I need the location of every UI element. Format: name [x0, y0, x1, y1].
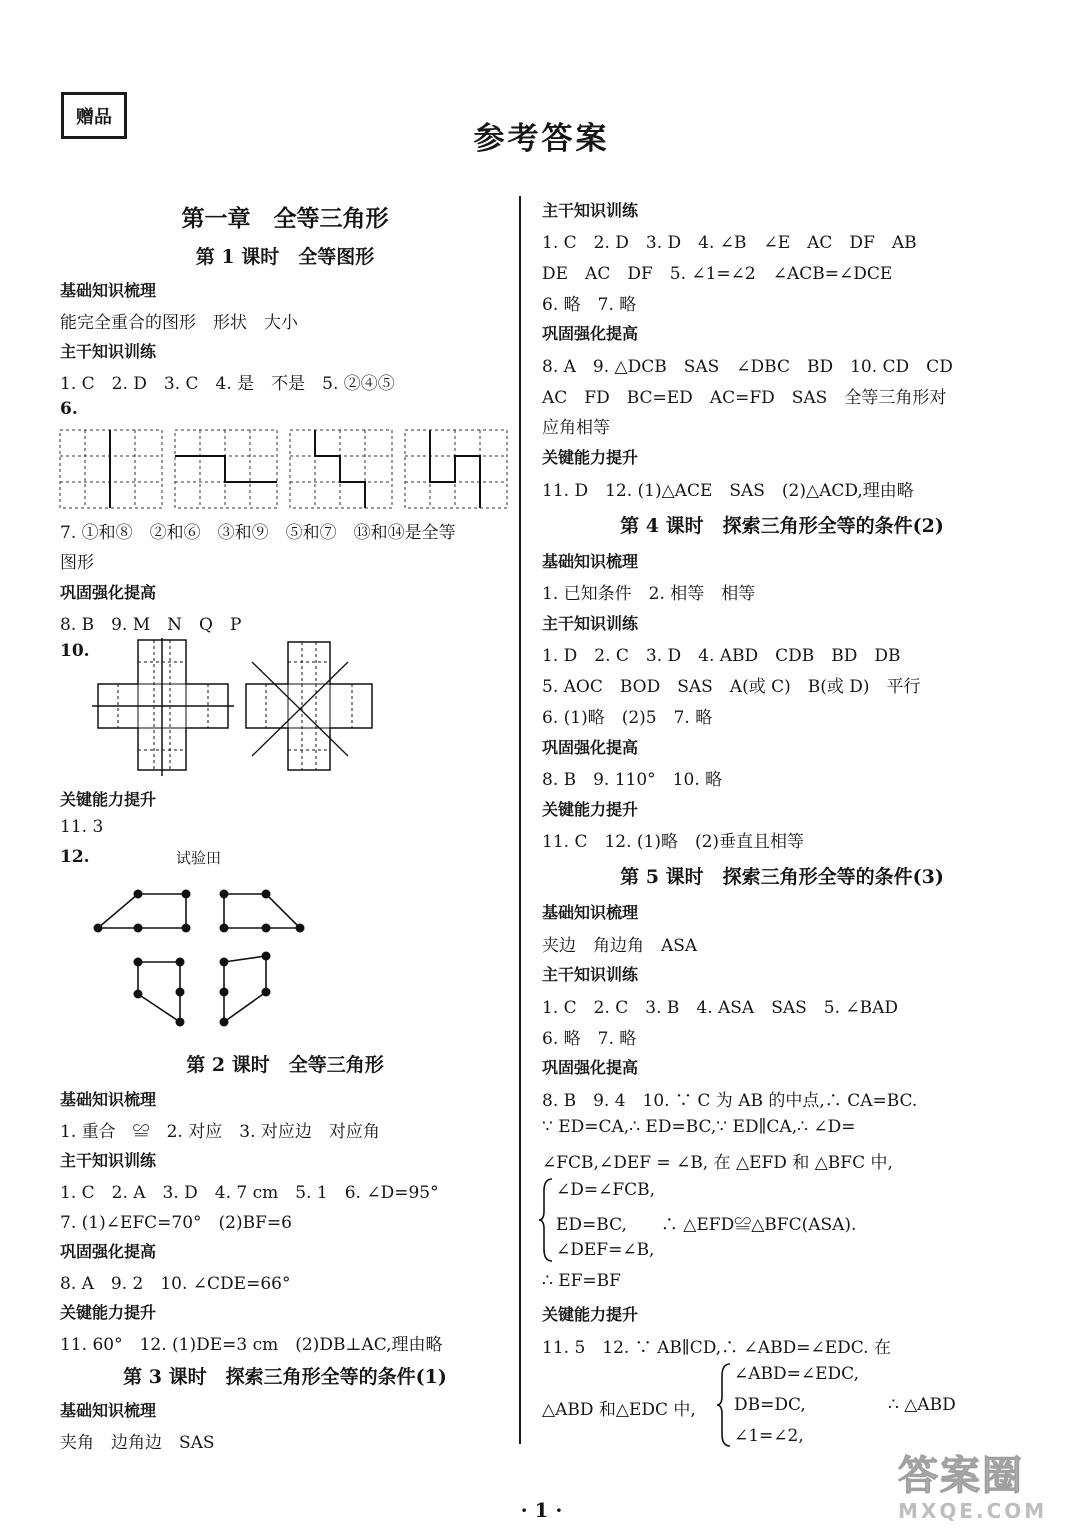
answer-line: 8. B 9. 110° 10. 略: [542, 770, 723, 790]
lesson-1-title: 第 1 课时 全等图形: [195, 246, 375, 268]
section-basic: 基础知识梳理: [542, 552, 639, 571]
equation-brace: [716, 1362, 732, 1448]
answer-line: 1. C 2. A 3. D 4. 7 cm 5. 1 6. ∠D=95°: [60, 1183, 439, 1203]
watermark-logo: [898, 1444, 1068, 1524]
answer-line: 5. AOC BOD SAS A(或 C) B(或 D) 平行: [542, 677, 921, 697]
equation-line: ∠1=∠2,: [734, 1426, 804, 1446]
section-main: 主干知识训练: [60, 1151, 157, 1170]
answer-line: 能完全重合的图形 形状 大小: [60, 313, 298, 333]
q10-cross-figures: [92, 638, 382, 778]
answer-line: ∵ ED=CA,∴ ED=BC,∵ ED∥CA,∴ ∠D=: [542, 1117, 856, 1137]
watermark-url: MXQE.COM: [898, 1499, 1048, 1523]
lesson-4-title: 第 4 课时 探索三角形全等的条件(2): [620, 515, 944, 537]
answer-line: 11. C 12. (1)略 (2)垂直且相等: [542, 832, 805, 852]
answer-line: 1. C 2. C 3. B 4. ASA SAS 5. ∠BAD: [542, 998, 899, 1018]
section-basic: 基础知识梳理: [60, 1090, 157, 1109]
answer-line: 8. A 9. △DCB SAS ∠DBC BD 10. CD CD: [542, 357, 953, 377]
question-number: 6.: [60, 399, 78, 419]
shape-1-dots: [94, 890, 191, 933]
equation-line: ED=BC, ∴ △EFD≌△BFC(ASA).: [556, 1215, 857, 1235]
answer-line: 1. C 2. D 3. C 4. 是 不是 5. ②④⑤: [60, 374, 395, 394]
section-consolidate: 巩固强化提高: [60, 583, 157, 602]
answer-line: 1. 重合 ≌ 2. 对应 3. 对应边 对应角: [60, 1122, 380, 1142]
answer-line: 11. D 12. (1)△ACE SAS (2)△ACD,理由略: [542, 481, 914, 501]
section-key: 关键能力提升: [542, 1305, 639, 1324]
answer-line: ∠FCB,∠DEF = ∠B, 在 △EFD 和 △BFC 中,: [542, 1153, 893, 1173]
shape-2-dots: [220, 890, 305, 933]
question-number: 12.: [60, 847, 90, 867]
cross-1: [92, 638, 234, 776]
grid-3: [290, 430, 392, 508]
answer-line: ∴ △ABD: [888, 1395, 956, 1415]
section-key: 关键能力提升: [542, 800, 639, 819]
section-consolidate: 巩固强化提高: [542, 324, 639, 343]
answer-line: ∴ EF=BF: [542, 1271, 621, 1291]
q12-field-figures: [90, 882, 320, 1030]
answer-line: 1. C 2. D 3. D 4. ∠B ∠E AC DF AB: [542, 233, 917, 253]
answer-line: 图形: [60, 553, 94, 573]
page-title: 参考答案: [473, 121, 610, 157]
answer-line: 8. B 9. M N Q P: [60, 615, 242, 635]
answer-line: DE AC DF 5. ∠1=∠2 ∠ACB=∠DCE: [542, 264, 893, 284]
answer-line: 6. 略 7. 略: [542, 1029, 637, 1049]
answer-line: 8. A 9. 2 10. ∠CDE=66°: [60, 1274, 291, 1294]
section-consolidate: 巩固强化提高: [542, 738, 639, 757]
equation-line: ∠D=∠FCB,: [556, 1180, 656, 1200]
equation-line: ∠ABD=∠EDC,: [734, 1364, 859, 1384]
shape-3: [138, 962, 180, 1022]
lesson-5-title: 第 5 课时 探索三角形全等的条件(3): [620, 866, 944, 888]
question-number: 10.: [60, 641, 90, 661]
section-key: 关键能力提升: [542, 448, 639, 467]
answer-line: 6. (1)略 (2)5 7. 略: [542, 708, 713, 728]
shape-4-dots: [220, 952, 271, 1027]
section-consolidate: 巩固强化提高: [60, 1242, 157, 1261]
section-main: 主干知识训练: [542, 614, 639, 633]
gift-badge: 赠品: [61, 92, 127, 139]
lesson-3-title: 第 3 课时 探索三角形全等的条件(1): [123, 1366, 447, 1388]
section-basic: 基础知识梳理: [60, 281, 157, 300]
section-key: 关键能力提升: [60, 1303, 157, 1322]
section-key: 关键能力提升: [60, 790, 157, 809]
watermark-text: 答案圈: [898, 1453, 1024, 1499]
section-main: 主干知识训练: [60, 342, 157, 361]
answer-line: 1. D 2. C 3. D 4. ABD CDB BD DB: [542, 646, 901, 666]
answer-line: 11. 3: [60, 817, 104, 837]
figure-label: 试验田: [176, 849, 222, 867]
lesson-2-title: 第 2 课时 全等三角形: [186, 1054, 384, 1076]
answer-line: 7. (1)∠EFC=70° (2)BF=6: [60, 1213, 292, 1233]
answer-line: 7. ①和⑧ ②和⑥ ③和⑨ ⑤和⑦ ⑬和⑭是全等: [60, 523, 456, 543]
answer-line: 应角相等: [542, 418, 610, 438]
q6-grid-figures: [58, 428, 510, 510]
answer-line: △ABD 和△EDC 中,: [542, 1400, 696, 1420]
answer-line: 11. 60° 12. (1)DE=3 cm (2)DB⊥AC,理由略: [60, 1335, 443, 1355]
answer-line: 夹角 边角边 SAS: [60, 1433, 215, 1453]
grid-1: [60, 430, 162, 508]
grid-4: [405, 430, 507, 508]
section-main: 主干知识训练: [542, 965, 639, 984]
shape-4: [224, 956, 266, 1022]
answer-line: 8. B 9. 4 10. ∵ C 为 AB 的中点,∴ CA=BC.: [542, 1091, 918, 1111]
answer-line: AC FD BC=ED AC=FD SAS 全等三角形对: [542, 388, 947, 408]
section-basic: 基础知识梳理: [542, 903, 639, 922]
equation-line: ∠DEF=∠B,: [556, 1240, 655, 1260]
cross-2: [246, 642, 372, 770]
shape-1: [98, 894, 186, 928]
answer-line: 6. 略 7. 略: [542, 295, 637, 315]
section-consolidate: 巩固强化提高: [542, 1058, 639, 1077]
grid-2: [175, 430, 277, 508]
answer-line: 11. 5 12. ∵ AB∥CD,∴ ∠ABD=∠EDC. 在: [542, 1338, 891, 1358]
section-main: 主干知识训练: [542, 201, 639, 220]
equation-brace: [538, 1177, 554, 1263]
page-number: · 1 ·: [520, 1498, 563, 1522]
shape-3-dots: [134, 958, 185, 1027]
answer-line: 1. 已知条件 2. 相等 相等: [542, 584, 756, 604]
equation-line: DB=DC,: [734, 1395, 806, 1415]
answer-line: 夹边 角边角 ASA: [542, 936, 698, 956]
chapter-title: 第一章 全等三角形: [181, 205, 389, 232]
section-basic: 基础知识梳理: [60, 1401, 157, 1420]
column-divider: [519, 196, 521, 1444]
shape-2: [224, 894, 300, 928]
